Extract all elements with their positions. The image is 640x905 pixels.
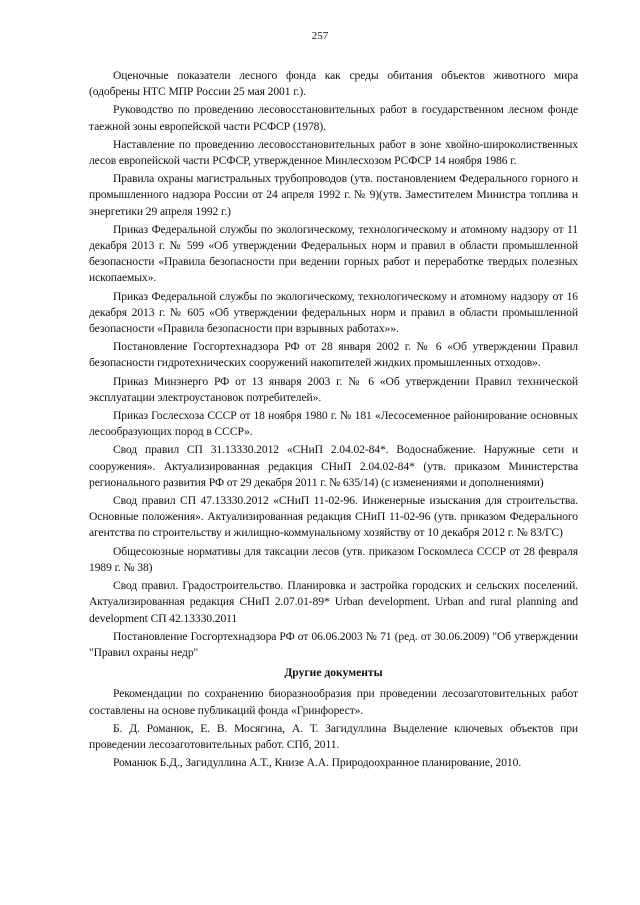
reference-paragraph: Б. Д. Романюк, Е. В. Мосягина, А. Т. Загидуллина Выделение ключевых объектов при проведении лесозаготовительных работ. СПб, 2011.: [89, 721, 578, 751]
reference-paragraph: Приказ Федеральной службы по экологическому, технологическому и атомному надзору от 16 декабря 2013 г. № 605 «Об утверждении федеральных норм и правил в области промышленной безопасности «Правила безопасности при взрывных работах»».: [89, 289, 578, 336]
reference-paragraph: Руководство по проведению лесовосстановительных работ в государственном лесном фонде таежной зоны европейской части РСФСР (1978).: [89, 103, 578, 133]
page-content: [89, 68, 578, 773]
reference-paragraph: Рекомендации по сохранению биоразнообразия при проведении лесозаготовительных работ составлены на основе публикаций фонда «Гринфорест».: [89, 687, 578, 717]
reference-paragraph: Свод правил СП 31.13330.2012 «СНиП 2.04.02-84*. Водоснабжение. Наружные сети и сооружения». Актуализированная редакция СНиП 2.04.02-84* (утв. приказом Министерства регионального развития РФ от 29 декабря 2011 г. № 635/14) (с изменениями и дополнениями): [89, 443, 578, 489]
reference-paragraph: Приказ Гослесхоза СССР от 18 ноября 1980 г. № 181 «Лесосеменное районирование основных лесообразующих пород в СССР».: [89, 409, 578, 439]
section-heading: Другие документы: [284, 666, 383, 680]
reference-paragraph: Правила охраны магистральных трубопроводов (утв. постановлением Федерального горного и промышленного надзора России от 24 апреля 1992 г. № 9)(утв. Заместителем Министра топлива и энергетики 29 апреля 1992 г.): [89, 172, 578, 218]
reference-paragraph: Наставление по проведению лесовосстановительных работ в зоне хвойно-широколиственных лесов европейской части РСФСР, утвержденное Минлесхозом РСФСР 14 ноября 1986 г.: [89, 137, 578, 168]
reference-paragraph: Приказ Минэнерго РФ от 13 января 2003 г. № 6 «Об утверждении Правил технической эксплуатации электроустановок потребителей».: [89, 374, 578, 404]
reference-paragraph: Приказ Федеральной службы по экологическому, технологическому и атомному надзору от 11 декабря 2013 г. № 599 «Об утверждении Федеральных норм и правил в области промышленной безопасности «Правила безопасности при ведении горных работ и переработке твердых полезных ископаемых».: [89, 222, 578, 285]
reference-paragraph: Свод правил СП 47.13330.2012 «СНиП 11-02-96. Инженерные изыскания для строительства. Основные положения». Актуализированная редакция СНиП 11-02-96 (утв. приказом Федерального агентства по строительству и жилищно-коммунальному хозяйству от 10 декабря 2012 г. № 83/ГС): [89, 494, 578, 540]
reference-paragraph: Свод правил. Градостроительство. Планировка и застройка городских и сельских поселений. Актуализированная редакция СНиП 2.07.01-89* Urban development. Urban and rural planning and development СП 42.13330.2011: [89, 579, 578, 625]
reference-paragraph: Постановление Госгортехнадзора РФ от 28 января 2002 г. № 6 «Об утверждении Правил безопасности гидротехнических сооружений накопителей жидких промышленных отходов».: [89, 340, 578, 370]
reference-paragraph: Романюк Б.Д., Загидуллина А.Т., Книзе А.А. Природоохранное планирование, 2010.: [113, 756, 522, 770]
reference-paragraph: Оценочные показатели лесного фонда как среды обитания объектов животного мира (одобрены НТС МПР России 25 мая 2001 г.).: [89, 69, 578, 99]
reference-paragraph: Общесоюзные нормативы для таксации лесов (утв. приказом Госкомлеса СССР от 28 февраля 1989 г. № 38): [89, 544, 578, 574]
reference-paragraph: Постановление Госгортехнадзора РФ от 06.06.2003 № 71 (ред. от 30.06.2009) "Об утверждении "Правил охраны недр": [89, 629, 578, 659]
page-number: 257: [311, 30, 329, 42]
